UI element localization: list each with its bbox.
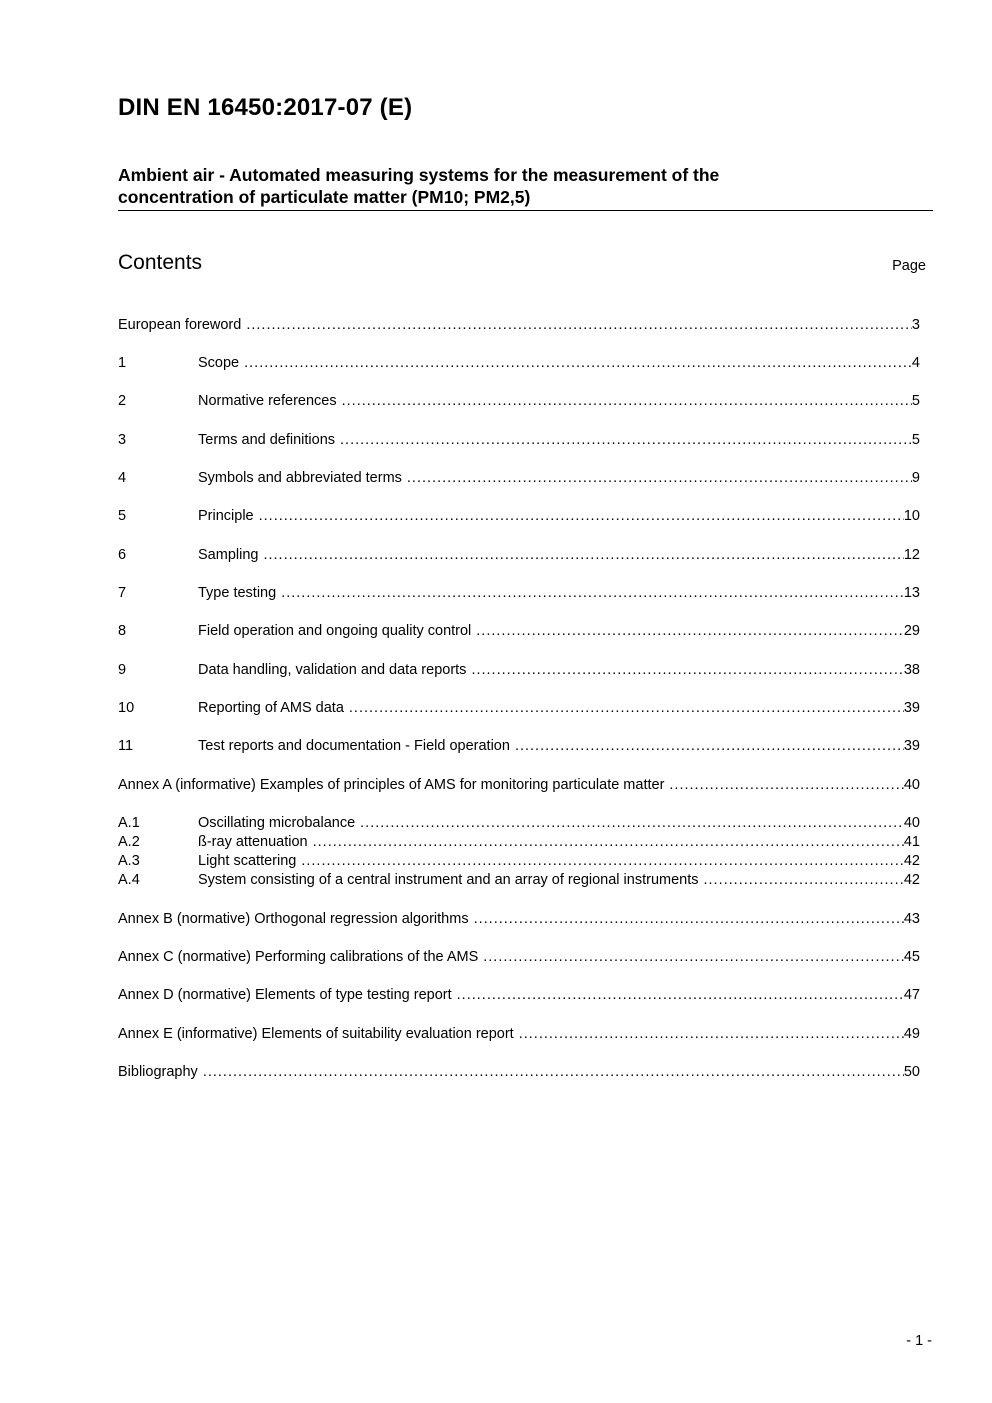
- toc-leader-dots: [360, 813, 904, 833]
- toc-entry-text: Annex A (informative) Examples of principles of AMS for monitoring particulate matter: [118, 777, 665, 793]
- toc-entry-page: 42: [903, 853, 920, 869]
- page-column-label: Page: [892, 258, 926, 274]
- toc-entry-number: A.2: [118, 834, 140, 850]
- toc-leader-dots: [203, 1062, 904, 1082]
- toc-entry-page: 9: [911, 470, 920, 486]
- toc-entry-3[interactable]: [118, 430, 920, 450]
- toc-entry-number: 8: [118, 623, 127, 639]
- toc-entry-page: 12: [903, 547, 920, 563]
- toc-entry-text: Annex E (informative) Elements of suitability evaluation report: [118, 1026, 514, 1042]
- toc-entry-number: A.3: [118, 853, 140, 869]
- toc-leader-dots: [340, 430, 912, 450]
- toc-entry-text: European foreword: [118, 317, 242, 333]
- toc-entry-text: Test reports and documentation - Field operation: [198, 738, 510, 754]
- toc-entry-4[interactable]: [118, 468, 920, 488]
- toc-leader-dots: [519, 1024, 904, 1044]
- toc-entry-text: ß-ray attenuation: [198, 834, 308, 850]
- toc-leader-dots: [342, 391, 912, 411]
- toc-entry-page: 38: [903, 662, 920, 678]
- toc-entry-number: 3: [118, 432, 127, 448]
- toc-entry-number: A.1: [118, 815, 140, 831]
- title-rule: [118, 210, 933, 211]
- toc-entry-text: Oscillating microbalance: [198, 815, 356, 831]
- toc-leader-dots: [515, 736, 904, 756]
- toc-entry-text: Bibliography: [118, 1064, 198, 1080]
- toc-leader-dots: [246, 315, 912, 335]
- toc-entry-5[interactable]: [118, 506, 920, 526]
- toc-entry-6[interactable]: [118, 545, 920, 565]
- toc-leader-dots: [457, 985, 904, 1005]
- toc-leader-dots: [263, 545, 903, 565]
- toc-entry-page: 3: [911, 317, 920, 333]
- toc-entry-annex-b[interactable]: [118, 909, 920, 929]
- toc-entry-page: 10: [903, 508, 920, 524]
- toc-entry-number: A.4: [118, 872, 140, 888]
- toc-leader-dots: [301, 851, 904, 871]
- toc-entry-text: Normative references: [198, 393, 337, 409]
- toc-entry-7[interactable]: [118, 583, 920, 603]
- toc-leader-dots: [313, 832, 904, 852]
- toc-entry-1[interactable]: [118, 353, 920, 373]
- toc-leader-dots: [669, 775, 903, 795]
- title-line-1: Ambient air - Automated measuring systems for the measurement of the: [118, 165, 720, 185]
- toc-entry-text: Scope: [198, 355, 240, 371]
- toc-entry-text: Reporting of AMS data: [198, 700, 344, 716]
- toc-entry-a3[interactable]: [118, 851, 920, 871]
- toc-entry-page: 29: [903, 623, 920, 639]
- toc-entry-number: 1: [118, 355, 127, 371]
- toc-entry-page: 4: [911, 355, 920, 371]
- toc-entry-text: Annex B (normative) Orthogonal regression algorithms: [118, 911, 469, 927]
- toc-entry-a1[interactable]: [118, 813, 920, 833]
- toc-entry-number: 7: [118, 585, 127, 601]
- toc-entry-text: Annex C (normative) Performing calibrations of the AMS: [118, 949, 479, 965]
- toc-leader-dots: [476, 621, 904, 641]
- document-id: DIN EN 16450:2017-07 (E): [118, 94, 413, 121]
- toc-leader-dots: [407, 468, 912, 488]
- toc-leader-dots: [244, 353, 912, 373]
- toc-entry-page: 42: [903, 872, 920, 888]
- toc-entry-10[interactable]: [118, 698, 920, 718]
- toc-entry-9[interactable]: [118, 660, 920, 680]
- toc-leader-dots: [349, 698, 904, 718]
- toc-entry-text: Field operation and ongoing quality control: [198, 623, 472, 639]
- toc-entry-number: 6: [118, 547, 127, 563]
- toc-leader-dots: [281, 583, 904, 603]
- toc-entry-page: 47: [903, 987, 920, 1003]
- toc-entry-foreword[interactable]: [118, 315, 920, 335]
- contents-heading: Contents: [118, 251, 203, 274]
- toc-entry-page: 5: [911, 432, 920, 448]
- toc-entry-text: Type testing: [198, 585, 277, 601]
- toc-entry-page: 45: [903, 949, 920, 965]
- toc-entry-number: 11: [118, 738, 134, 754]
- toc-entry-bibliography[interactable]: [118, 1062, 920, 1082]
- toc-entry-text: Symbols and abbreviated terms: [198, 470, 402, 486]
- toc-entry-page: 49: [903, 1026, 920, 1042]
- toc-entry-annex-c[interactable]: [118, 947, 920, 967]
- toc-entry-page: 39: [903, 738, 920, 754]
- toc-entry-a2[interactable]: [118, 832, 920, 852]
- toc-entry-page: 43: [903, 911, 920, 927]
- toc-entry-number: 9: [118, 662, 127, 678]
- toc-entry-text: System consisting of a central instrument and an array of regional instruments: [198, 872, 699, 888]
- toc-leader-dots: [474, 909, 904, 929]
- toc-entry-text: Terms and definitions: [198, 432, 336, 448]
- toc-entry-number: 10: [118, 700, 135, 716]
- toc-entry-text: Light scattering: [198, 853, 297, 869]
- toc-entry-annex-a[interactable]: [118, 775, 920, 795]
- toc-leader-dots: [259, 506, 904, 526]
- toc-entry-8[interactable]: [118, 621, 920, 641]
- toc-entry-2[interactable]: [118, 391, 920, 411]
- toc-entry-page: 40: [903, 815, 920, 831]
- toc-leader-dots: [704, 870, 904, 890]
- toc-entry-page: 50: [903, 1064, 920, 1080]
- toc-entry-a4[interactable]: [118, 870, 920, 890]
- document-title: [118, 164, 933, 208]
- toc-entry-11[interactable]: [118, 736, 920, 756]
- toc-entry-text: Principle: [198, 508, 254, 524]
- toc-entry-page: 41: [903, 834, 920, 850]
- toc-entry-annex-d[interactable]: [118, 985, 920, 1005]
- toc-entry-page: 13: [903, 585, 920, 601]
- toc-entry-text: Data handling, validation and data reports: [198, 662, 467, 678]
- toc-entry-number: 4: [118, 470, 127, 486]
- toc-entry-page: 39: [903, 700, 920, 716]
- toc-leader-dots: [471, 660, 903, 680]
- toc-entry-text: Annex D (normative) Elements of type testing report: [118, 987, 452, 1003]
- toc-entry-number: 2: [118, 393, 127, 409]
- page-number: - 1 -: [906, 1333, 932, 1349]
- toc-entry-number: 5: [118, 508, 127, 524]
- toc-entry-text: Sampling: [198, 547, 259, 563]
- toc-entry-annex-e[interactable]: [118, 1024, 920, 1044]
- toc-entry-page: 40: [903, 777, 920, 793]
- toc-entry-page: 5: [911, 393, 920, 409]
- title-line-2: concentration of particulate matter (PM10; PM2,5): [118, 187, 531, 207]
- toc-leader-dots: [483, 947, 904, 967]
